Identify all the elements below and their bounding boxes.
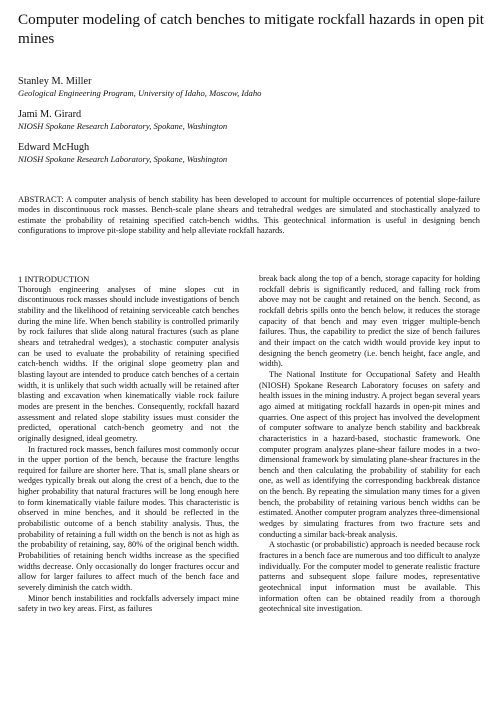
body-paragraph: In fractured rock masses, bench failures most commonly occur in the upper portion of the bench, because the fracture lengths required for failure are shorter here. That is, small plane shears or wedges typically break out along the crest of a bench, due to the higher probability that natural fractures will be long enough here to form kinematically viable failure modes. This characteristic is observed in mine benches, and it should be reflected in the probabilistic outcome of a bench stability analysis. Thus, the probability of retaining a full width on the bench is not as high as the probability of retaining, say, 80% of the original bench width. Probabilities of retaining bench widths increase as the specified widths decrease. Only occasionally do longer fractures occur and allow for larger failures to affect much of the bench face and severely diminish the catch width.	[18, 444, 239, 593]
body-paragraph: Thorough engineering analyses of mine slopes cut in discontinuous rock masses should include investigations of bench stability and the likelihood of retaining serviceable catch benches during the mine life. When bench stability is controlled primarily by rock failures that slide along natural fractures (such as plane shears and tetrahedral wedges), a stochastic computer analysis can be used to evaluate the probability of retaining specified catch-bench widths. If the original slope geometry plan and blasting layout are intended to produce catch benches of a certain width, it is unlikely that such width actually will be retained after blasting and excavation when kinematically viable rock failure modes are present in the benches. Consequently, rockfall hazard assessment and related slope stability issues must consider the predicted, operational catch-bench geometry and not the originally designed, ideal geometry.	[18, 284, 239, 443]
left-column	[18, 274, 239, 615]
author-block-2	[18, 109, 488, 132]
author-name: Jami M. Girard	[18, 109, 82, 120]
author-block-3	[18, 142, 488, 165]
body-paragraph: The National Institute for Occupational Safety and Health (NIOSH) Spokane Research Laboratory focuses on safety and health issues in the mining industry. A project began several years ago aimed at mitigating rockfall hazards in open-pit mines and quarries. One aspect of this project has involved the development of computer software to analyze bench stability and backbreak characteristics in a hazard-based, stochastic framework. One computer program analyzes plane-shear failure modes in a two-dimensional framework by simulating plane-shear fractures in the bench and then calculating the probability of stability for each one, as well as identifying the corresponding backbreak distance on the bench. By repeating the simulation many times for a given bench, the probability of retaining various bench widths can be estimated. Another computer program analyzes three-dimensional wedges by simulating fractures from two fracture sets and conducting a similar back-break analysis.	[259, 369, 480, 539]
abstract: ABSTRACT: A computer analysis of bench stability has been developed to account for multiple occurrences of potential slope-failure modes in discontinuous rock masses. Bench-scale plane shears and tetrahedral wedges are simulated and stochastically analyzed to estimate the probability of retaining specified catch-bench widths. This geotechnical information is useful in designing bench configurations to improve pit-slope stability and help alleviate rockfall hazards.	[18, 195, 480, 235]
section-heading: 1 INTRODUCTION	[18, 274, 90, 284]
body-paragraph: A stochastic (or probabilistic) approach is needed because rock fractures in a bench face are numerous and too difficult to analyze individually. For the computer model to generate realistic fracture patterns and subsequent slope failure modes, representative geotechnical input information must be available. This information often can be obtained readily from a thorough geotechnical site investigation.	[259, 540, 480, 614]
body-paragraph: Minor bench instabilities and rockfalls adversely impact mine safety in two key areas. First, as failures	[18, 593, 239, 614]
author-affiliation: Geological Engineering Program, University of Idaho, Moscow, Idaho	[18, 88, 262, 98]
paper-title: Computer modeling of catch benches to mitigate rockfall hazards in open pit mines	[18, 11, 485, 47]
author-name: Edward McHugh	[18, 142, 90, 153]
author-block-1	[18, 76, 488, 99]
author-affiliation: NIOSH Spokane Research Laboratory, Spokane, Washington	[18, 121, 228, 131]
author-name: Stanley M. Miller	[18, 76, 92, 87]
right-column	[259, 274, 480, 615]
body-paragraph: break back along the top of a bench, storage capacity for holding rockfall debris is significantly reduced, and falling rock from above may not be caught and retained on the bench. Second, as rockfall debris spills onto the bench below, it reduces the storage capacity of that bench and may even trigger multiple-bench failures. Thus, the capability to predict the size of bench failures and their impact on the catch width would provide key input to designing the bench geometry (i.e. bench height, face angle, and width).	[259, 274, 480, 369]
author-affiliation: NIOSH Spokane Research Laboratory, Spokane, Washington	[18, 154, 228, 164]
